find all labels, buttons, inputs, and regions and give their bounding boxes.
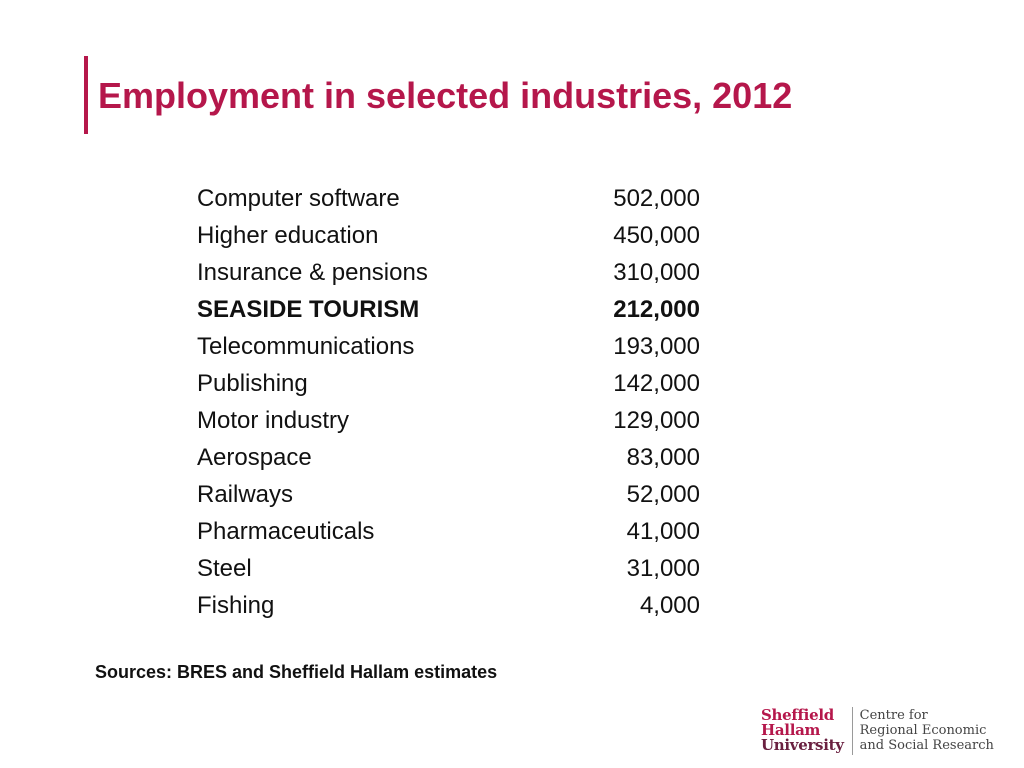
page-title: Employment in selected industries, 2012 [98,75,793,116]
industry-name: Fishing [197,592,275,619]
employment-table-body [197,180,700,624]
employment-value: 31,000 [626,555,700,582]
table-row [197,550,700,587]
industry-name: Telecommunications [197,333,415,360]
employment-value: 450,000 [613,222,700,249]
employment-table [197,180,700,624]
table-row [197,513,700,550]
employment-value: 212,000 [613,296,700,323]
industry-name: Pharmaceuticals [197,518,375,545]
table-row [197,439,700,476]
logo-centre-line: and Social Research [859,738,994,753]
employment-value: 4,000 [639,592,700,619]
industry-name: Motor industry [197,407,350,434]
table-row [197,328,700,365]
title-accent-bar [84,56,88,134]
industry-name: Steel [197,555,252,582]
table-row [197,402,700,439]
table-row [197,180,700,217]
employment-value: 83,000 [626,444,700,471]
logo-centre-line: Regional Economic [859,723,987,738]
table-row [197,365,700,402]
employment-value: 129,000 [613,407,700,434]
industry-name: SEASIDE TOURISM [197,296,420,323]
industry-name: Insurance & pensions [197,259,428,286]
logo-university-name [761,707,852,755]
industry-name: Publishing [197,370,308,397]
employment-value: 502,000 [613,185,700,212]
logo-centre-name [860,707,994,755]
industry-name: Aerospace [197,444,312,471]
employment-value: 142,000 [613,370,700,397]
table-row [197,217,700,254]
logo-divider [852,707,853,755]
university-logo [761,707,994,755]
table-row [197,254,700,291]
employment-value: 52,000 [626,481,700,508]
sources-note: Sources: BRES and Sheffield Hallam estimates [95,662,498,682]
employment-value: 41,000 [626,518,700,545]
industry-name: Railways [197,481,294,508]
table-row [197,587,700,624]
industry-name: Computer software [197,185,400,212]
table-row [197,476,700,513]
employment-value: 193,000 [613,333,700,360]
logo-centre-line: Centre for [859,708,928,723]
logo-university-line: University [761,736,844,754]
logo-university-line: Hallam [761,721,821,739]
table-row [197,291,700,328]
employment-value: 310,000 [613,259,700,286]
industry-name: Higher education [197,222,379,249]
logo-university-line: Sheffield [761,706,834,724]
